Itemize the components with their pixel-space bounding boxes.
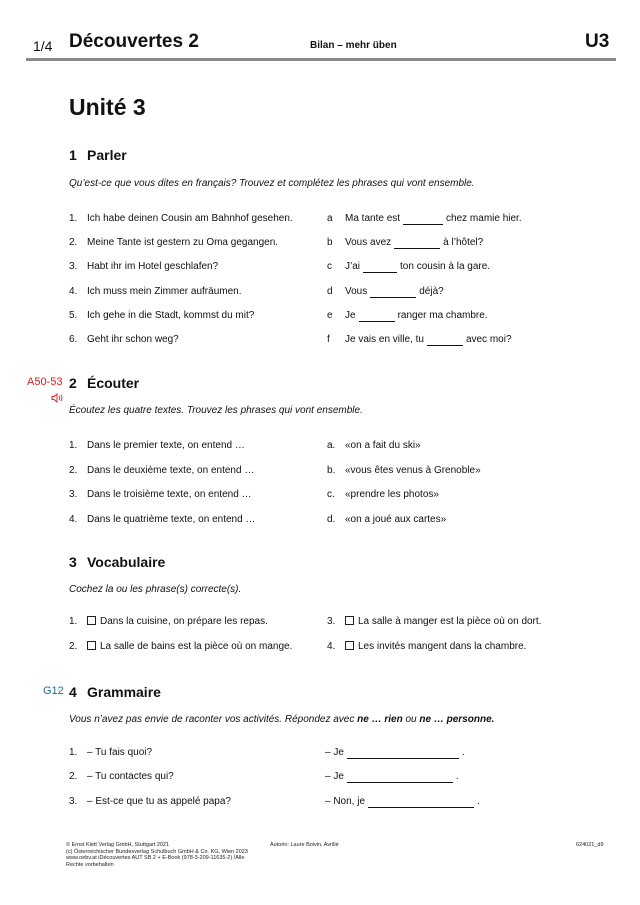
answer-text-before: Vous [345,286,368,297]
answer-end: . [455,771,459,782]
answer-item [327,286,444,298]
item-number: 2. [69,771,78,782]
footer-line: www.oebv.at iDécouvertes AUT SB 2 + E-Book (978-3-209-11635-2) /Alle [66,855,245,862]
instruction-text: ou [402,714,420,725]
answer-item [327,334,512,346]
item-text: La salle à manger est la pièce où on dort. [358,616,542,627]
item-number: 1. [69,616,78,627]
instruction-text: Vous n’avez pas envie de raconter vos activités. Répondez avec [69,714,358,725]
section-number: 4 [69,684,77,700]
answer-text-before: Vous avez [345,237,392,248]
footer-author: Autorin: Laure Boivin, Avrillé [270,842,339,848]
footer-line: Rechte vorbehalten [66,861,114,868]
item-text: – Tu contactes qui? [87,771,174,782]
audio-track-reference[interactable]: A50-53 [27,376,63,388]
section-grammaire-instruction [69,714,494,725]
answer-letter: a [327,213,333,224]
list-item [69,261,218,272]
answer-item [327,465,481,476]
answer-letter: b. [327,465,336,476]
list-item [69,237,278,248]
footer-line: © Ernst Klett Verlag GmbH, Stuttgart 2021 [66,842,170,848]
item-text: – Tu fais quoi? [87,747,153,758]
answer-text: «on a joué aux cartes» [345,514,447,525]
answer-item [327,514,446,525]
answer-letter: f [327,334,330,345]
answer-prefix: – Je [325,747,344,758]
item-number: 5. [69,310,78,321]
answer-end: . [461,747,465,758]
checkbox-item [69,616,268,627]
answer-letter: c. [327,489,335,500]
answer-item [327,440,421,451]
footer-copyright [66,842,248,868]
section-title-text: Grammaire [87,684,161,700]
item-text: Ich muss mein Zimmer aufräumen. [87,286,242,297]
section-number: 2 [69,375,77,391]
checkbox-item [69,641,292,652]
list-item [69,213,293,224]
item-text: Dans le deuxième texte, on entend … [87,465,255,476]
answer-text: «vous êtes venus à Grenoble» [345,465,481,476]
answer-letter: c [327,261,332,272]
item-number: 4. [69,514,78,525]
item-number: 3. [69,261,78,272]
answer-item [325,796,480,808]
grammar-reference[interactable]: G12 [43,685,64,697]
section-ecouter-instruction: Écoutez les quatre textes. Trouvez les phrases qui vont ensemble. [69,405,363,416]
item-text: Dans le troisième texte, on entend … [87,489,252,500]
section-parler-instruction: Qu’est-ce que vous dites en français? Trouvez et complétez les phrases qui vont ensemble. [69,178,475,189]
answer-letter: b [327,237,333,248]
checkbox-item [327,641,526,652]
item-number: 3. [69,489,78,500]
footer-line: (c) Österreichischer Bundesverlag Schulbuch GmbH & Co. KG, Wien 2023 [66,848,248,855]
answer-blank[interactable] [368,796,474,808]
answer-text: «prendre les photos» [345,489,439,500]
unit-title: Unité 3 [69,94,146,120]
answer-blank[interactable] [403,213,443,225]
checkbox[interactable] [345,641,354,650]
checkbox[interactable] [87,616,96,625]
checkbox-item [327,616,541,627]
answer-item [325,747,465,759]
answer-letter: a. [327,440,336,451]
item-text: Geht ihr schon weg? [87,334,179,345]
section-ecouter-title [69,375,139,391]
item-number: 2. [69,237,78,248]
section-title-text: Parler [87,147,127,163]
list-item [69,286,242,297]
answer-letter: d [327,286,333,297]
item-number: 2. [69,641,78,652]
item-text: – Est-ce que tu as appelé papa? [87,796,231,807]
answer-text: «on a fait du ski» [345,440,421,451]
answer-blank[interactable] [347,771,453,783]
unit-code: U3 [585,31,610,52]
answer-blank[interactable] [394,237,440,249]
section-number: 1 [69,147,77,163]
answer-item [325,771,459,783]
checkbox[interactable] [345,616,354,625]
list-item [69,334,179,345]
answer-text-before: J’ai [345,261,361,272]
answer-letter: d. [327,514,336,525]
section-title-text: Vocabulaire [87,554,166,570]
instruction-emphasis: ne … rien [357,714,403,725]
answer-end: . [477,796,480,807]
footer-code: 624021_d9 [576,842,604,848]
list-item [69,771,174,782]
answer-blank[interactable] [427,334,463,346]
answer-text-before: Je vais en ville, tu [345,334,424,345]
list-item [69,514,255,525]
answer-prefix: – Je [325,771,344,782]
speaker-icon[interactable] [51,390,64,408]
item-text: Dans le premier texte, on entend … [87,440,245,451]
item-text: Les invités mangent dans la chambre. [358,641,527,652]
list-item [69,440,245,451]
item-text: Ich habe deinen Cousin am Bahnhof gesehen. [87,213,293,224]
item-number: 3. [69,796,78,807]
answer-blank[interactable] [370,286,416,298]
section-vocabulaire-instruction: Cochez la ou les phrase(s) correcte(s). [69,584,242,595]
section-parler-title [69,147,127,163]
list-item [69,796,231,807]
list-item [69,747,152,758]
checkbox[interactable] [87,641,96,650]
answer-item [327,261,490,273]
item-text: Habt ihr im Hotel geschlafen? [87,261,219,272]
answer-blank[interactable] [347,747,459,759]
item-text: La salle de bains est la pièce où on mange. [100,641,293,652]
item-number: 6. [69,334,78,345]
item-text: Ich gehe in die Stadt, kommst du mit? [87,310,255,321]
answer-text-after: déjà? [419,286,444,297]
answer-prefix: – Non, je [325,796,366,807]
book-title: Découvertes 2 [69,31,199,52]
item-number: 1. [69,213,78,224]
answer-item [327,489,439,500]
answer-text-after: ton cousin à la gare. [400,261,491,272]
answer-text-after: à l’hôtel? [443,237,484,248]
list-item [69,465,254,476]
answer-item [327,237,483,249]
answer-item [327,213,522,225]
section-title-text: Écouter [87,375,140,391]
answer-text-after: chez mamie hier. [446,213,522,224]
answer-item [327,310,488,322]
answer-text-after: ranger ma chambre. [397,310,488,321]
item-number: 1. [69,440,78,451]
answer-text-before: Je [345,310,356,321]
item-number: 4. [69,286,78,297]
answer-blank[interactable] [363,261,397,273]
section-vocabulaire-title [69,554,165,570]
answer-blank[interactable] [359,310,395,322]
answer-text-after: avec moi? [465,334,512,345]
item-number: 2. [69,465,78,476]
item-number: 1. [69,747,78,758]
item-text: Dans la cuisine, on prépare les repas. [100,616,268,627]
section-grammaire-title [69,684,161,700]
answer-text-before: Ma tante est [345,213,401,224]
item-text: Meine Tante ist gestern zu Oma gegangen. [87,237,279,248]
item-text: Dans le quatrième texte, on entend … [87,514,256,525]
instruction-emphasis: ne … personne. [419,714,495,725]
list-item [69,310,254,321]
list-item [69,489,252,500]
item-number: 3. [327,616,336,627]
section-number: 3 [69,554,77,570]
header-divider [26,58,616,61]
item-number: 4. [327,641,336,652]
header-subtitle: Bilan – mehr üben [310,40,397,51]
page-number: 1/4 [33,38,53,54]
answer-letter: e [327,310,333,321]
